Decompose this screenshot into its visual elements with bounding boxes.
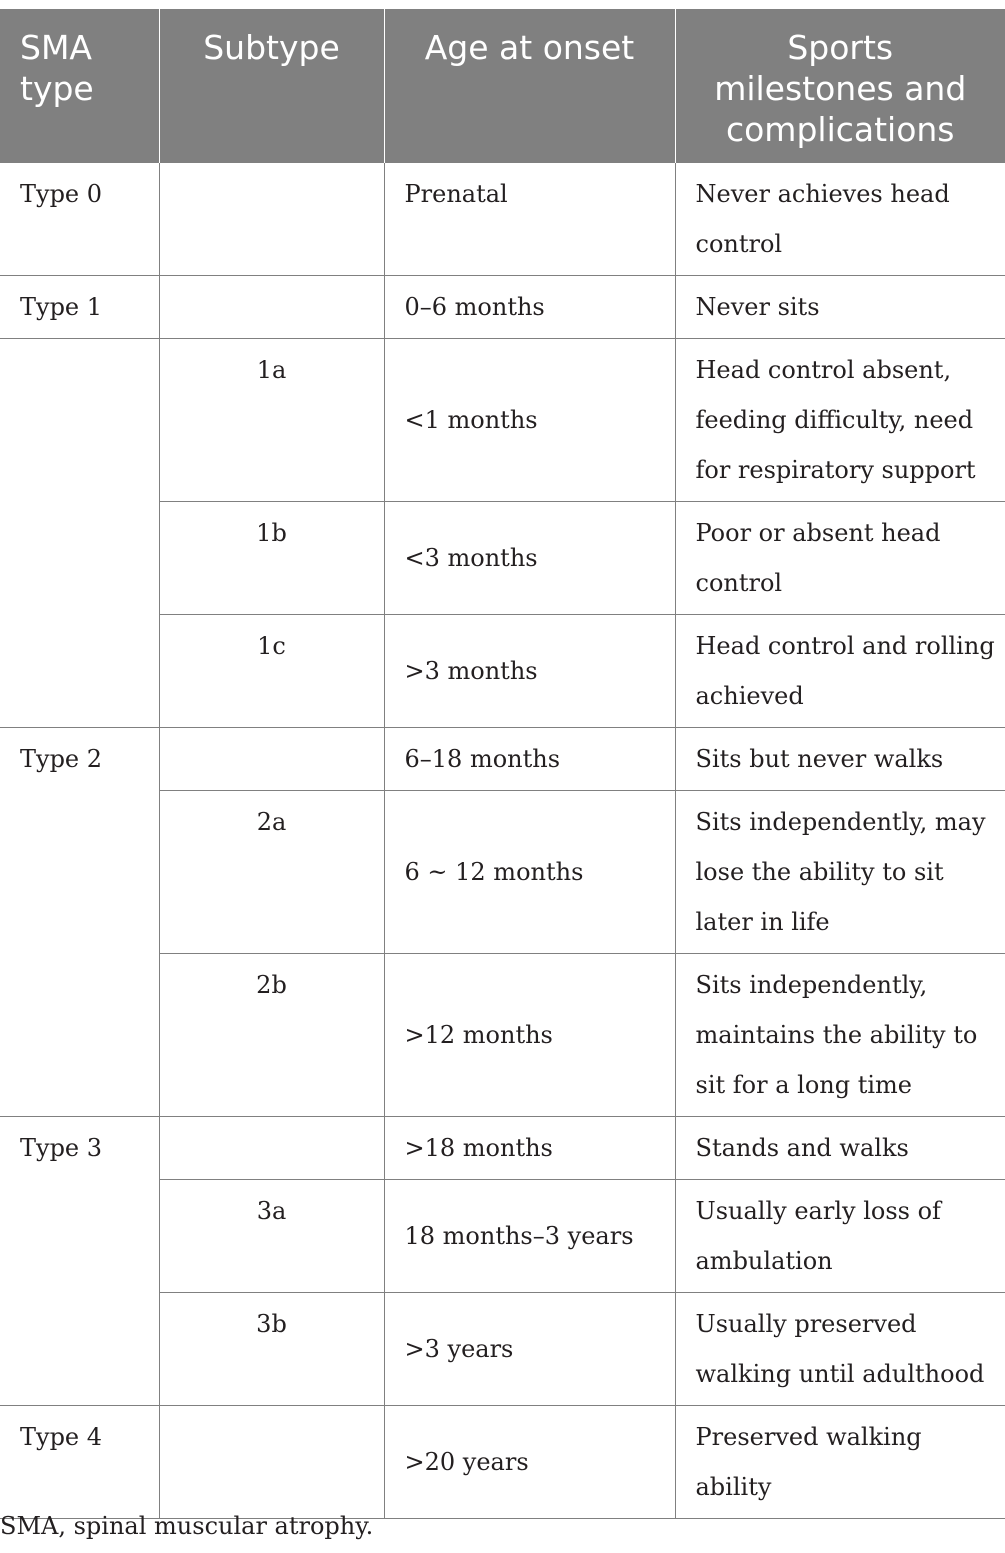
cell-subtype: 2a bbox=[159, 791, 384, 954]
table-row bbox=[0, 339, 1005, 502]
cell-milestones: Head control absent, feeding difficulty, need for respiratory support bbox=[675, 339, 1005, 502]
cell-age-at-onset: >18 months bbox=[384, 1117, 675, 1180]
cell-milestones: Stands and walks bbox=[675, 1117, 1005, 1180]
cell-milestones: Sits independently, maintains the ability to sit for a long time bbox=[675, 954, 1005, 1117]
cell-sma-type: Type 1 bbox=[0, 276, 159, 339]
table-body bbox=[0, 163, 1005, 1519]
cell-subtype bbox=[159, 728, 384, 791]
cell-sma-type: Type 3 bbox=[0, 1117, 159, 1406]
cell-subtype bbox=[159, 1406, 384, 1519]
cell-subtype: 2b bbox=[159, 954, 384, 1117]
cell-milestones: Usually early loss of ambulation bbox=[675, 1180, 1005, 1293]
cell-age-at-onset: Prenatal bbox=[384, 163, 675, 276]
cell-subtype: 3b bbox=[159, 1293, 384, 1406]
cell-age-at-onset: 6–18 months bbox=[384, 728, 675, 791]
header-sma-type: SMA type bbox=[0, 9, 159, 163]
cell-age-at-onset: >20 years bbox=[384, 1406, 675, 1519]
cell-age-at-onset: >12 months bbox=[384, 954, 675, 1117]
cell-milestones: Head control and rolling achieved bbox=[675, 615, 1005, 728]
cell-sma-type: Type 4 bbox=[0, 1406, 159, 1519]
cell-milestones: Never sits bbox=[675, 276, 1005, 339]
cell-subtype: 1b bbox=[159, 502, 384, 615]
cell-age-at-onset: <1 months bbox=[384, 339, 675, 502]
cell-sma-type bbox=[0, 339, 159, 728]
table-row bbox=[0, 1406, 1005, 1519]
cell-milestones: Sits but never walks bbox=[675, 728, 1005, 791]
table-row bbox=[0, 163, 1005, 276]
header-milestones: Sports milestones and complications bbox=[675, 9, 1005, 163]
cell-milestones: Preserved walking ability bbox=[675, 1406, 1005, 1519]
header-subtype: Subtype bbox=[159, 9, 384, 163]
table-row bbox=[0, 728, 1005, 791]
cell-milestones: Sits independently, may lose the ability to sit later in life bbox=[675, 791, 1005, 954]
cell-age-at-onset: >3 years bbox=[384, 1293, 675, 1406]
cell-subtype: 3a bbox=[159, 1180, 384, 1293]
cell-sma-type: Type 0 bbox=[0, 163, 159, 276]
cell-age-at-onset: 0–6 months bbox=[384, 276, 675, 339]
cell-subtype: 1c bbox=[159, 615, 384, 728]
table-footnote: SMA, spinal muscular atrophy. bbox=[0, 1512, 374, 1540]
cell-milestones: Never achieves head control bbox=[675, 163, 1005, 276]
cell-subtype: 1a bbox=[159, 339, 384, 502]
cell-sma-type: Type 2 bbox=[0, 728, 159, 1117]
cell-subtype bbox=[159, 1117, 384, 1180]
cell-subtype bbox=[159, 163, 384, 276]
header-age-at-onset: Age at onset bbox=[384, 9, 675, 163]
cell-subtype bbox=[159, 276, 384, 339]
cell-age-at-onset: >3 months bbox=[384, 615, 675, 728]
table-row bbox=[0, 276, 1005, 339]
table-header bbox=[0, 9, 1005, 163]
cell-age-at-onset: 18 months–3 years bbox=[384, 1180, 675, 1293]
cell-age-at-onset: <3 months bbox=[384, 502, 675, 615]
sma-classification-table bbox=[0, 9, 1005, 1519]
table-row bbox=[0, 1117, 1005, 1180]
sma-classification-table-container bbox=[0, 9, 1005, 1519]
cell-milestones: Usually preserved walking until adulthood bbox=[675, 1293, 1005, 1406]
cell-milestones: Poor or absent head control bbox=[675, 502, 1005, 615]
cell-age-at-onset: 6 ~ 12 months bbox=[384, 791, 675, 954]
